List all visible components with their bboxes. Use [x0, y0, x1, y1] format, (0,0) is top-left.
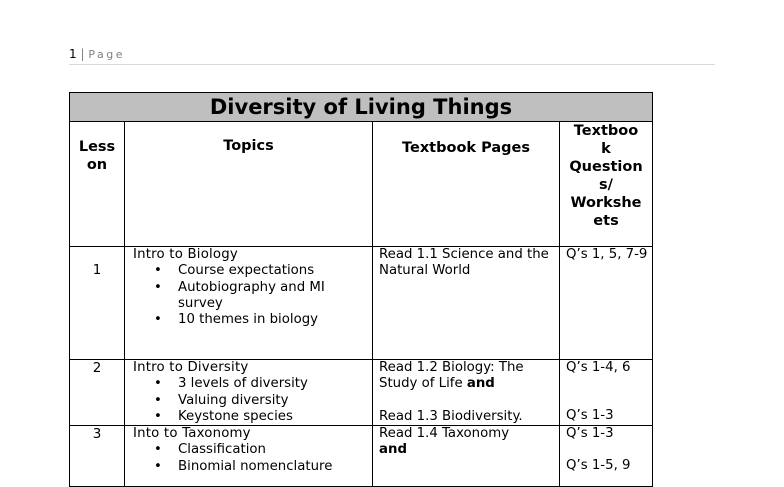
table-row: [70, 247, 653, 360]
header-questions: Textboo k Question s/ Workshe ets: [560, 122, 653, 247]
topic-list: [133, 263, 368, 328]
topic-title: Into to Taxonomy: [133, 426, 251, 442]
topic-title: Intro to Biology: [133, 247, 238, 262]
list-item: • Keystone species: [178, 409, 368, 425]
page-separator: |: [80, 47, 85, 61]
page-label: Page: [88, 48, 125, 61]
pages-cell: Read 1.4 Taxonomy and: [373, 426, 560, 487]
header-textbook-pages: Textbook Pages: [373, 122, 560, 247]
list-item: • 3 levels of diversity: [178, 376, 368, 392]
questions-cell: Q’s 1-3 Q’s 1-5, 9: [560, 426, 653, 487]
lesson-number: 2: [70, 360, 125, 426]
topic-cell: [125, 360, 373, 426]
page-header: [69, 45, 715, 65]
questions-cell: Q’s 1, 5, 7-9: [560, 247, 653, 360]
topic-list: [133, 376, 368, 425]
topic-cell: [125, 247, 373, 360]
topic-title: Intro to Diversity: [133, 360, 249, 375]
lesson-number: 3: [70, 426, 125, 487]
pages-cell: Read 1.2 Biology: The Study of Life and Read 1.3 Biodiversity.: [373, 360, 560, 426]
questions-cell: Q’s 1-4, 6 Q’s 1-3: [560, 360, 653, 426]
list-item: • Classification: [178, 442, 368, 458]
list-item: • Autobiography and MI survey: [178, 280, 368, 313]
table-row: [70, 426, 653, 487]
list-item: • 10 themes in biology: [178, 312, 368, 328]
header-topics: Topics: [125, 122, 373, 247]
header-lesson: Less on: [70, 122, 125, 247]
pages-cell: Read 1.1 Science and the Natural World: [373, 247, 560, 360]
table-row: [70, 360, 653, 426]
list-item: • Valuing diversity: [178, 393, 368, 409]
lesson-number: 1: [70, 247, 125, 360]
page-number: 1: [69, 47, 77, 61]
list-item: • Course expectations: [178, 263, 368, 279]
topic-cell: [125, 426, 373, 487]
topic-list: [133, 442, 368, 475]
list-item: • Binomial nomenclature: [178, 459, 368, 475]
table-title: Diversity of Living Things: [70, 93, 653, 122]
lesson-table: [69, 92, 653, 487]
